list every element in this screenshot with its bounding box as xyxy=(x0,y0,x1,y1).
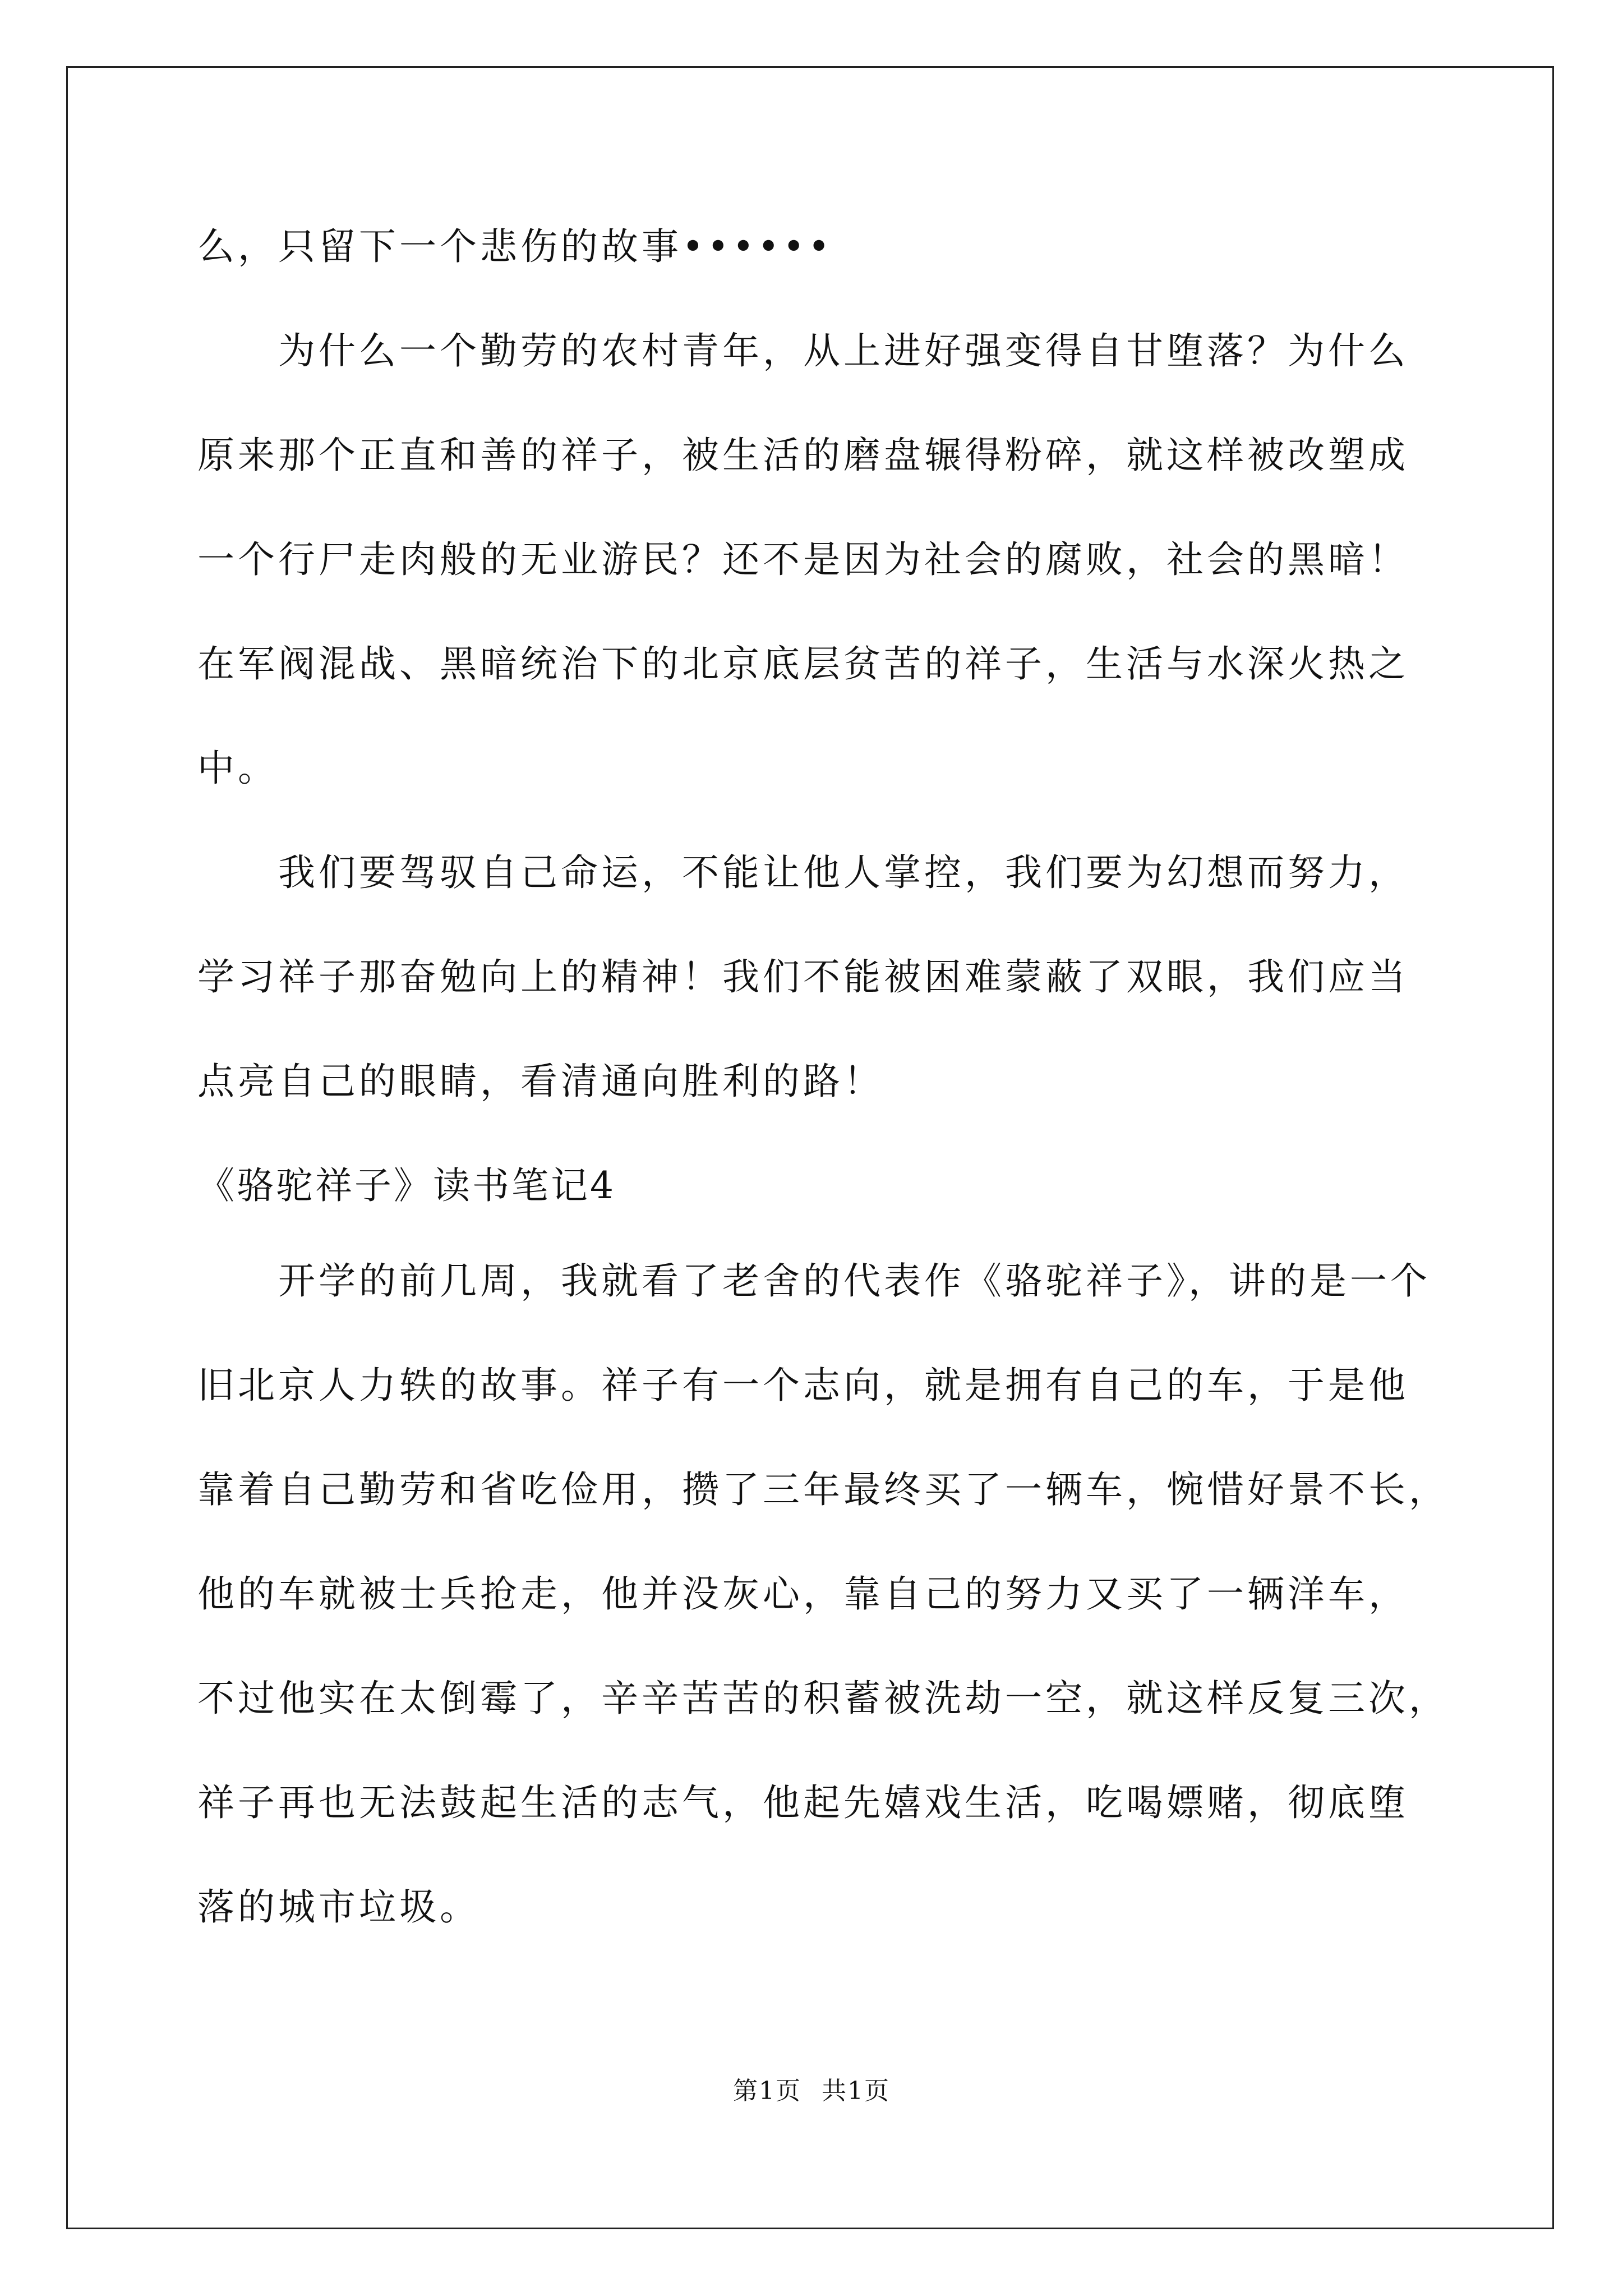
text-line: 不过他实在太倒霉了，辛辛苦苦的积蓄被洗劫一空，就这样反复三次， xyxy=(197,1677,1449,1720)
page-footer xyxy=(0,2074,1623,2108)
text-line: 靠着自己勤劳和省吃俭用，攒了三年最终买了一辆车，惋惜好景不长， xyxy=(197,1468,1449,1511)
text-line: 落的城市垃圾。 xyxy=(197,1885,480,1929)
document-body xyxy=(197,213,1449,1978)
text-line: 他的车就被士兵抢走，他并没灰心，靠自己的努力又买了一辆洋车， xyxy=(197,1572,1409,1616)
page-number: 第1页 xyxy=(733,2077,801,2105)
section-heading: 《骆驼祥子》读书笔记4 xyxy=(197,1164,616,1207)
text-line: 祥子再也无法鼓起生活的志气，他起先嬉戏生活，吃喝嫖赌，彻底堕 xyxy=(197,1781,1409,1824)
page-total: 共1页 xyxy=(822,2077,890,2105)
text-line: 开学的前几周，我就看了老舍的代表作《骆驼祥子》，讲的是一个 xyxy=(278,1259,1431,1303)
text-line: 在军阀混战、黑暗统治下的北京底层贫苦的祥子，生活与水深火热之 xyxy=(197,642,1409,685)
text-line: 我们要驾驭自己命运，不能让他人掌控，我们要为幻想而努力， xyxy=(278,851,1409,894)
text-line: 旧北京人力轶的故事。祥子有一个志向，就是拥有自己的车，于是他 xyxy=(197,1364,1409,1407)
text-line: 中。 xyxy=(197,747,278,790)
text-line: 点亮自己的眼睛，看清通向胜利的路！ xyxy=(197,1060,884,1103)
text-line: 为什么一个勤劳的农村青年，从上进好强变得自甘堕落？为什么 xyxy=(278,329,1409,372)
text-line: 原来那个正直和善的祥子，被生活的磨盘辗得粉碎，就这样被改塑成 xyxy=(197,434,1409,477)
text-line: 一个行尸走肉般的无业游民？还不是因为社会的腐败，社会的黑暗！ xyxy=(197,538,1409,581)
text-line: 学习祥子那奋勉向上的精神！我们不能被困难蒙蔽了双眼，我们应当 xyxy=(197,955,1409,999)
text-line: 么，只留下一个悲伤的故事•••••• xyxy=(197,225,833,268)
